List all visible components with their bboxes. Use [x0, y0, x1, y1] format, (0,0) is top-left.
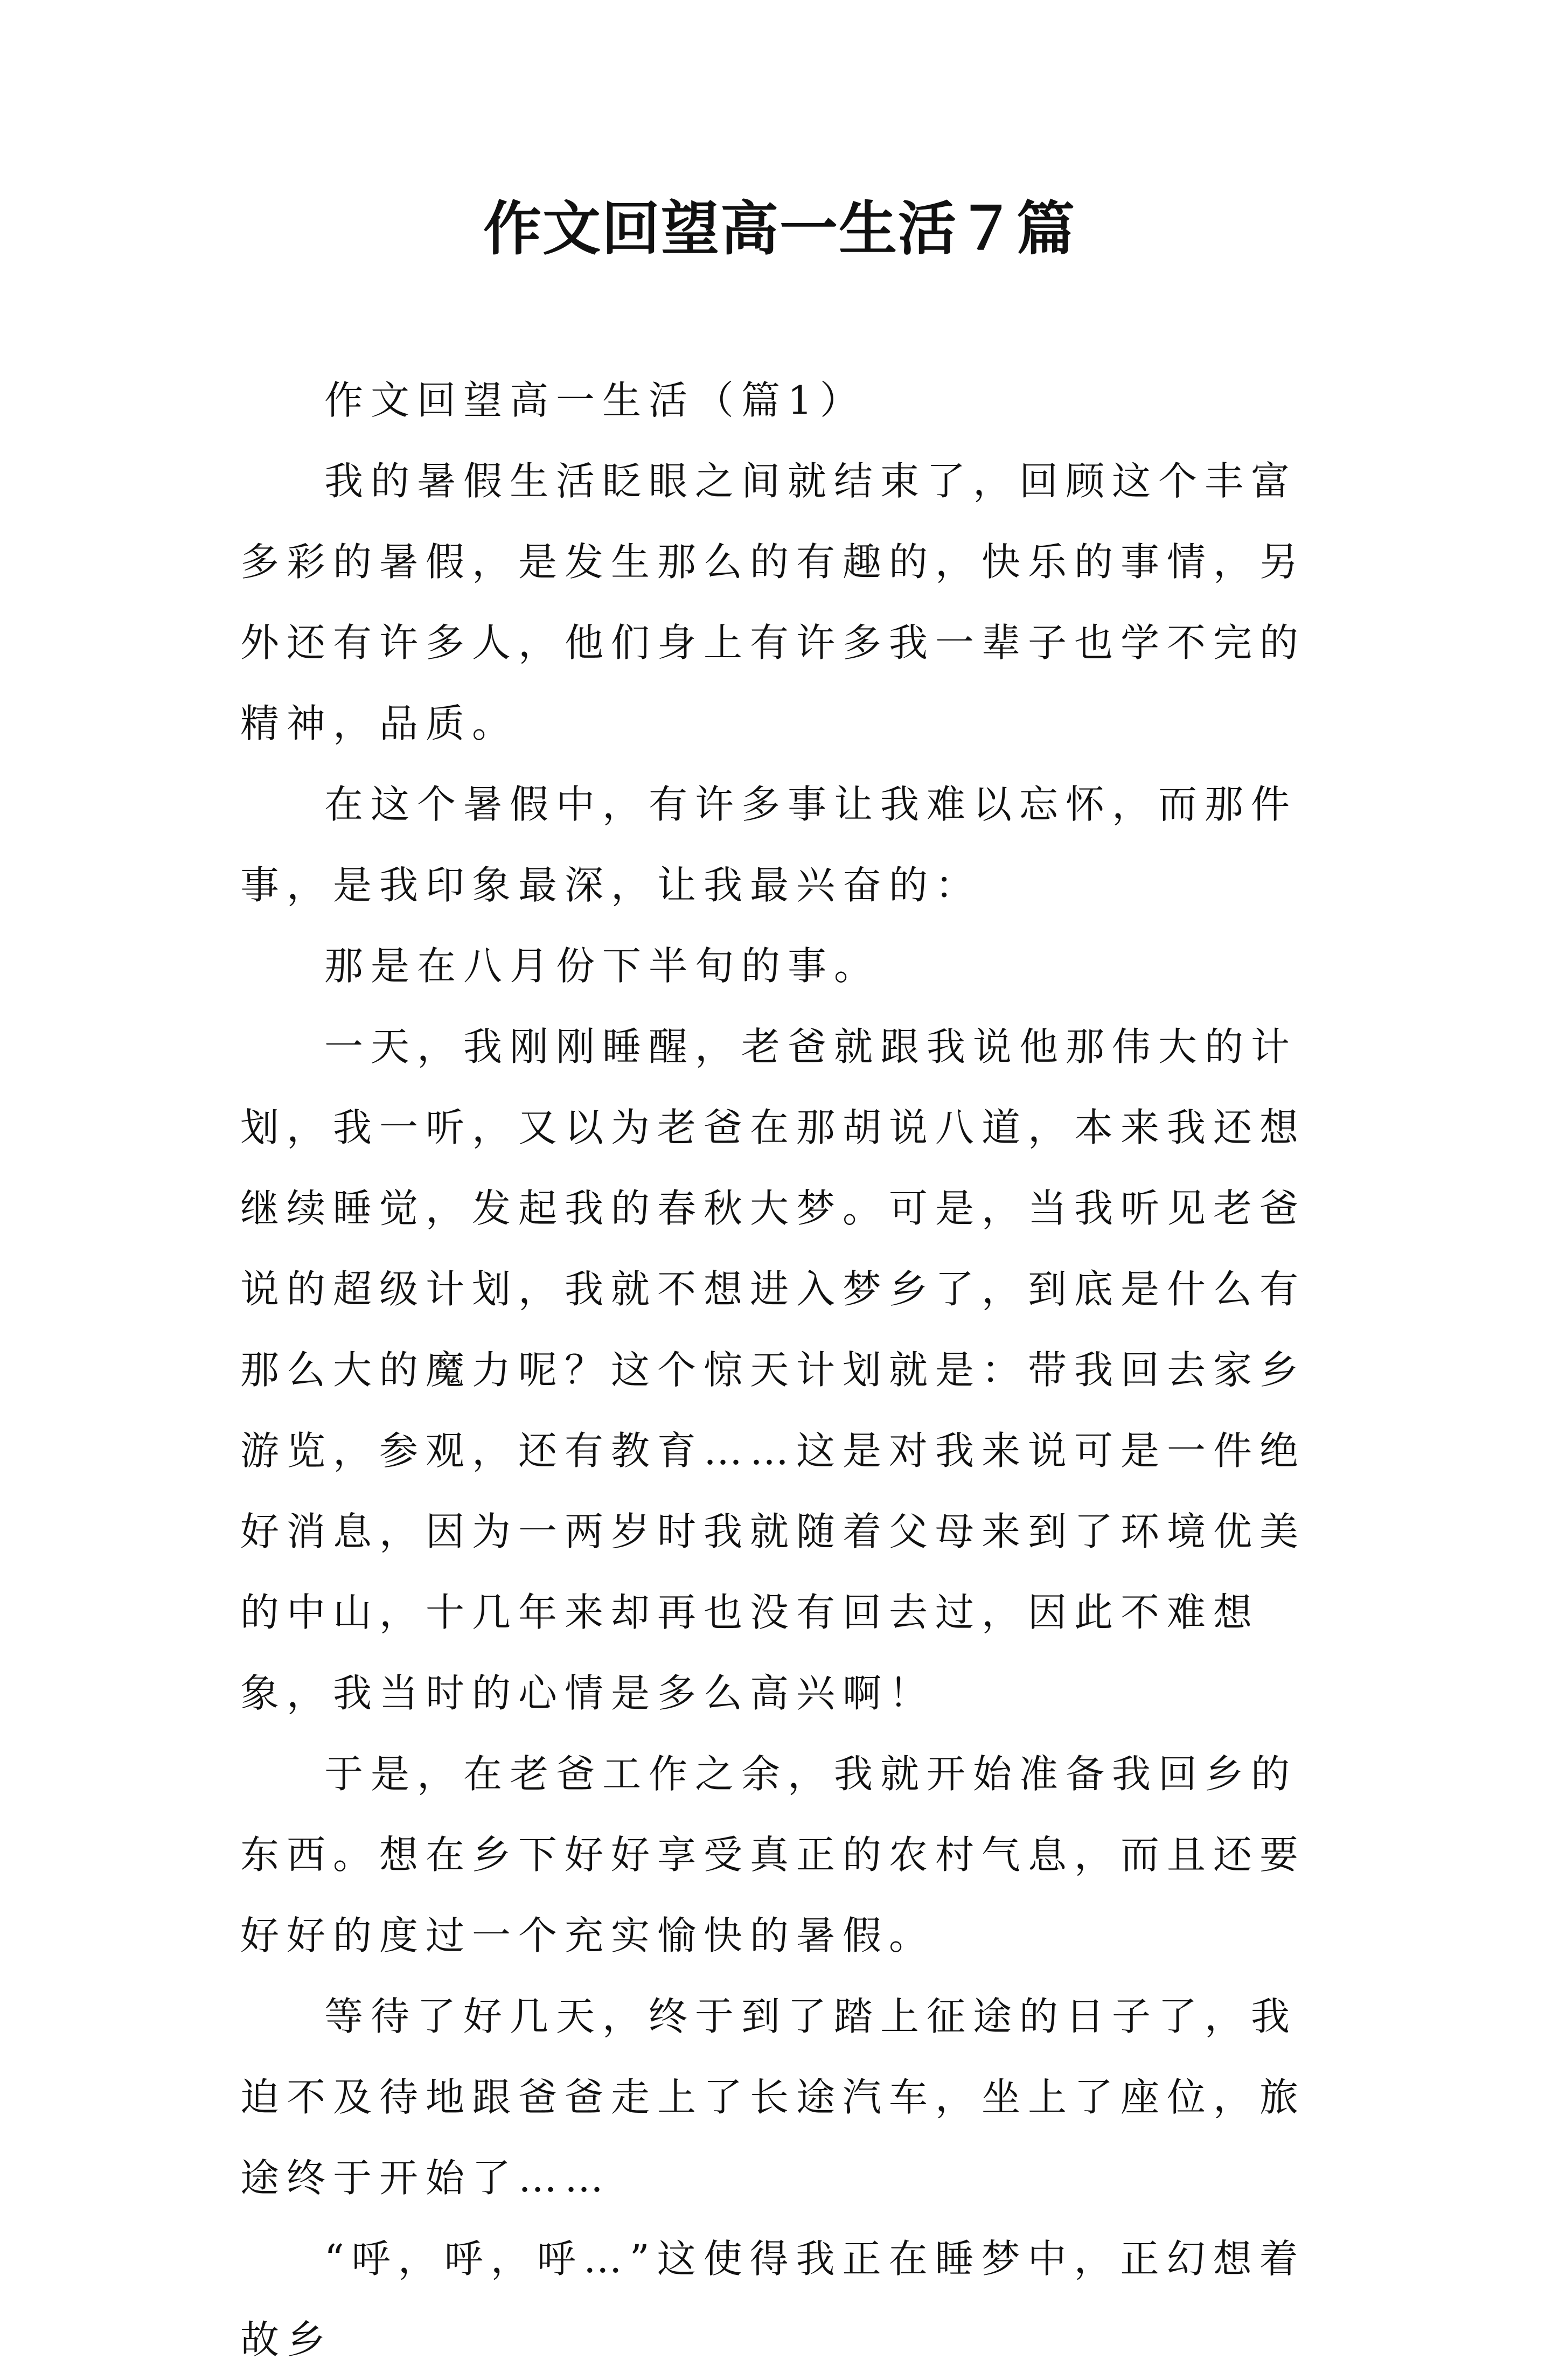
- section-heading: 作文回望高一生活（篇1）: [324, 378, 866, 423]
- paragraph: 那是在八月份下半旬的事。: [324, 943, 881, 989]
- paragraph: 于是，在老爸工作之余，我就开始准备我回乡的东西。想在乡下好好享受真正的农村气息，而且还要好好的度过一个充实愉快的暑假。: [240, 1751, 1306, 1958]
- paragraph: 等待了好几天，终于到了踏上征途的日子了，我迫不及待地跟爸爸走上了长途汽车，坐上了座位，旅途终于开始了……: [240, 1994, 1306, 2201]
- document-title: 作文回望高一生活７篇: [483, 195, 1076, 263]
- document-body: [240, 360, 1339, 2380]
- paragraph: 一天，我刚刚睡醒，老爸就跟我说他那伟大的计划，我一听，又以为老爸在那胡说八道，本来我还想继续睡觉，发起我的春秋大梦。可是，当我听见老爸说的超级计划，我就不想进入梦乡了，到底是什么有那么大的魔力呢？这个惊天计划就是：带我回去家乡游览，参观，还有教育……这是对我来说可是一件绝好消息，因为一两岁时我就随着父母来到了环境优美的中山，十几年来却再也没有回去过，因此不难想象，我当时的心情是多么高兴啊！: [240, 1024, 1306, 1716]
- paragraph: “呼，呼，呼…”这使得我正在睡梦中，正幻想着故乡: [240, 2236, 1306, 2362]
- paragraph: 我的暑假生活眨眼之间就结束了，回顾这个丰富多彩的暑假，是发生那么的有趣的，快乐的事情，另外还有许多人，他们身上有许多我一辈子也学不完的精神，品质。: [240, 458, 1306, 746]
- paragraph: 在这个暑假中，有许多事让我难以忘怀，而那件事，是我印象最深，让我最兴奋的：: [240, 782, 1298, 908]
